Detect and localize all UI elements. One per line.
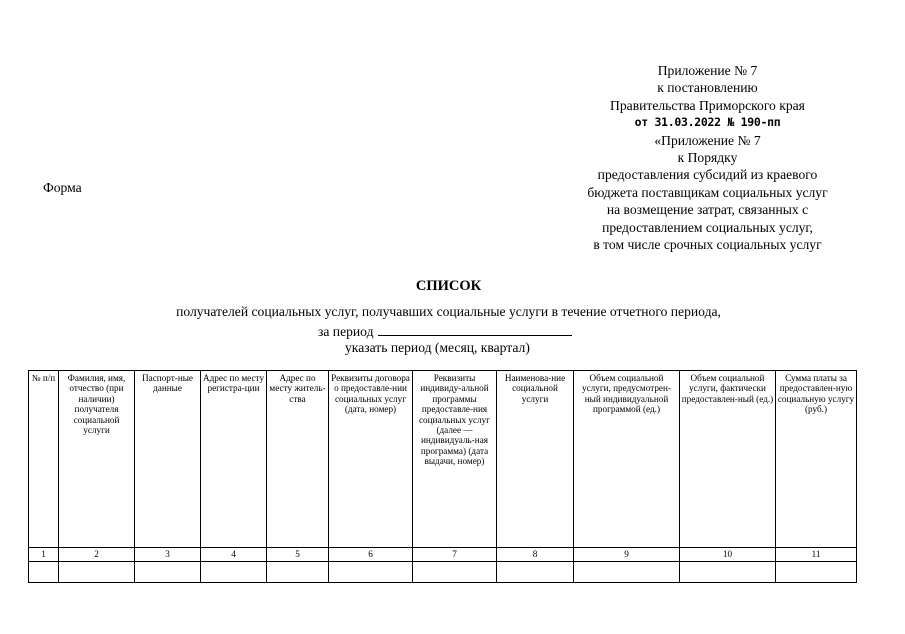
period-blank-field[interactable] (378, 322, 572, 336)
document-title: СПИСОК (415, 278, 482, 294)
annex-line: к постановлению (657, 80, 758, 96)
column-number: 5 (267, 548, 329, 562)
recipients-table (28, 370, 857, 583)
table-cell[interactable] (776, 562, 857, 583)
column-header: Адрес по месту регистра-ции (201, 371, 267, 548)
column-header: Сумма платы за предоставлен-ную социальную услугу (руб.) (776, 371, 857, 548)
column-number: 10 (680, 548, 776, 562)
annex-line: «Приложение № 7 (654, 132, 761, 148)
annex-block (565, 62, 850, 253)
column-header: Адрес по месту житель-ства (267, 371, 329, 548)
annex-line: Приложение № 7 (657, 63, 758, 78)
column-number: 6 (329, 548, 413, 562)
annex-date-stamp: от 31.03.2022 № 190-пп (634, 115, 781, 130)
table-cell[interactable] (59, 562, 135, 583)
period-line (318, 322, 572, 340)
table-header-row (29, 371, 857, 548)
document-subtitle: получателей социальных услуг, получавших социальные услуги в течение отчетного периода, (176, 304, 721, 319)
table-cell[interactable] (680, 562, 776, 583)
column-number: 11 (776, 548, 857, 562)
table-row (29, 562, 857, 583)
table-cell[interactable] (29, 562, 59, 583)
column-header: Объем социальной услуги, предусмотрен-ный индивидуальной программой (ед.) (574, 371, 680, 548)
period-label: за период (318, 324, 374, 339)
table-cell[interactable] (497, 562, 574, 583)
column-number: 1 (29, 548, 59, 562)
table-cell[interactable] (329, 562, 413, 583)
column-number: 9 (574, 548, 680, 562)
annex-line: предоставления субсидий из краевого (597, 167, 818, 183)
annex-line: в том числе срочных социальных услуг (593, 237, 822, 253)
table-cell[interactable] (135, 562, 201, 583)
table-cell[interactable] (413, 562, 497, 583)
annex-line: Правительства Приморского края (610, 97, 805, 113)
column-header: Фамилия, имя, отчество (при наличии) получателя социальной услуги (59, 371, 135, 548)
column-header: № п/п (29, 371, 59, 548)
table-cell[interactable] (267, 562, 329, 583)
column-number: 2 (59, 548, 135, 562)
annex-line: бюджета поставщикам социальных услуг (587, 184, 828, 200)
form-label: Форма (43, 180, 82, 195)
annex-line: к Порядку (677, 150, 738, 166)
column-header: Наименова-ние социальной услуги (497, 371, 574, 548)
column-header: Реквизиты договора о предоставле-нии социальных услуг (дата, номер) (329, 371, 413, 548)
column-header: Паспорт-ные данные (135, 371, 201, 548)
column-number: 4 (201, 548, 267, 562)
column-number-row (29, 548, 857, 562)
annex-line: на возмещение затрат, связанных с (606, 202, 809, 218)
table-cell[interactable] (574, 562, 680, 583)
column-number: 8 (497, 548, 574, 562)
period-hint: указать период (месяц, квартал) (345, 340, 530, 355)
column-number: 3 (135, 548, 201, 562)
column-header: Реквизиты индивиду-альной программы предоставле-ния социальных услуг (далее — индивидуаль-ная программа) (дата выдачи, номер) (413, 371, 497, 548)
table-cell[interactable] (201, 562, 267, 583)
column-header: Объем социальной услуги, фактически предоставлен-ный (ед.) (680, 371, 776, 548)
column-number: 7 (413, 548, 497, 562)
annex-line: предоставлением социальных услуг, (602, 219, 813, 235)
